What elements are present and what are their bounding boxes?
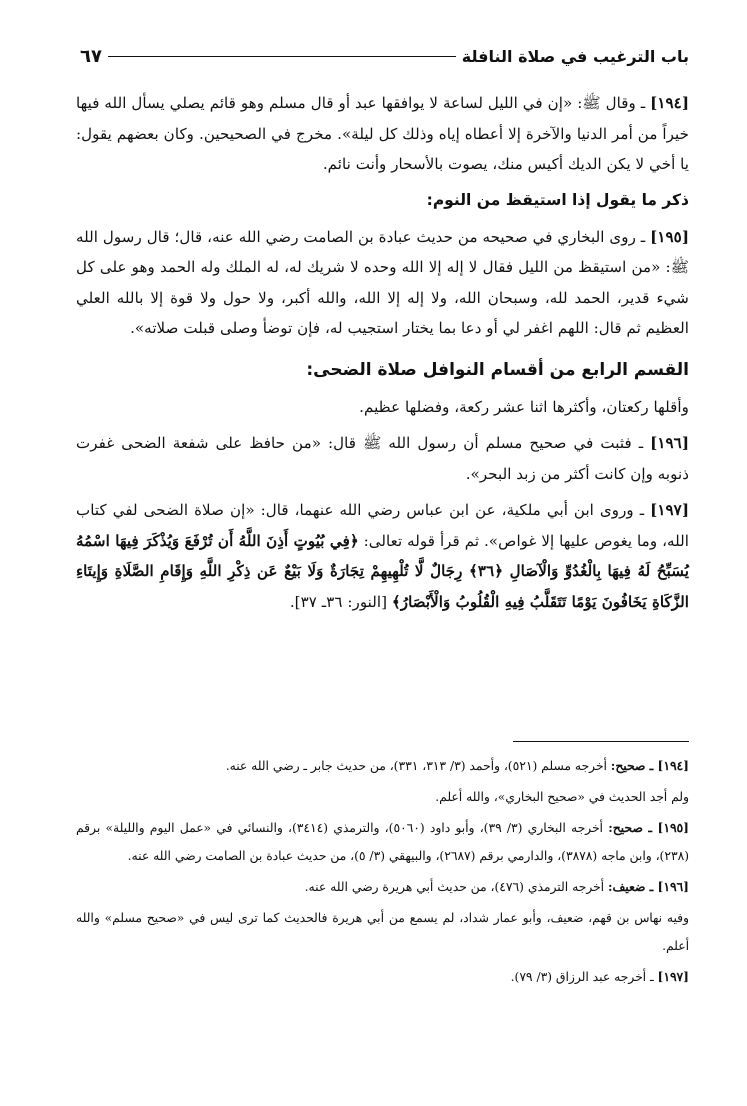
- footnote-grade: ـ صحيح:: [608, 820, 658, 835]
- footnote-text: أخرجه الترمذي (٤٧٦)، من حديث أبي هريرة رضي الله عنه.: [304, 880, 608, 894]
- footnote-196-note: وفيه نهاس بن قهم، ضعيف، وأبو عمار شداد، لم يسمع من أبي هريرة فالحديث كما ترى ليس في «صحيح مسلم» والله أعلم.: [76, 911, 689, 953]
- running-header: [80, 36, 689, 76]
- footnote-196: [76, 873, 689, 901]
- footnote-197: [76, 963, 689, 991]
- quran-verse: ﴿فِي بُيُوتٍ أَذِنَ اللَّهُ أَن تُرْفَعَ وَيُذْكَرَ فِيهَا اسْمُهُ يُسَبِّحُ لَهُ فِيهَا بِالْغُدُوِّ وَالْآصَالِ ﴿٣٦﴾ رِجَالٌ لَّا تُلْهِيهِمْ تِجَارَةٌ وَلَا بَيْعٌ عَن ذِكْرِ اللَّهِ وَإِقَامِ الصَّلَاةِ وَإِيتَاءِ الزَّكَاةِ يَخَافُونَ يَوْمًا تَتَقَلَّبُ فِيهِ الْقُلُوبُ وَالْأَبْصَارُ﴾: [76, 531, 689, 611]
- main-text: [76, 88, 689, 623]
- hadith-number: [١٩٥]: [650, 227, 689, 246]
- section-heading-duha: القسم الرابع من أقسام النوافل صلاة الضحى:: [306, 359, 689, 380]
- footnote-grade: ـ ضعيف:: [607, 879, 658, 894]
- hadith-194: [76, 88, 689, 180]
- hadith-text: ـ وروى ابن أبي ملكية، عن ابن عباس رضي الله عنهما، قال: «إن صلاة الضحى لفي كتاب الله، وما يغوص عليها إلا غواص». ثم قرأ قوله تعالى:: [76, 501, 689, 550]
- footnote-number: [١٩٥]: [657, 820, 689, 835]
- footnote-195: [76, 814, 689, 870]
- verse-reference: [النور: ٣٦ـ ٣٧].: [289, 592, 392, 611]
- hadith-number: [١٩٤]: [650, 94, 689, 112]
- hadith-text: ـ روى البخاري في صحيحه من حديث عبادة بن الصامت رضي الله عنه، قال؛ قال رسول الله ﷺ: «من استيقظ من الليل فقال لا إله إلا الله وحده لا شريك له، له الملك وله الحمد وهو على كل شيء قدير، الحمد لله، وسبحان الله، ولا إله إلا الله، والله أكبر، ولا حول ولا قوة إلا بالله العلي العظيم ثم قال: اللهم اغفر لي أو دعا بما يختار استجيب له، فإن توضأ وصلى قبلت صلاته».: [76, 227, 689, 337]
- footnote-text: أخرجه البخاري (٣/ ٣٩)، وأبو داود (٥٠٦٠)، والترمذي (٣٤١٤)، والنسائي في «عمل اليوم والليلة» برقم (٢٣٨)، وابن ماجه (٣٨٧٨)، والدارمي برقم (٢٦٨٧)، والبيهقي (٣/ ٥)، من حديث عبادة بن الصامت رضي الله عنه.: [76, 821, 689, 863]
- footnote-separator: [513, 741, 689, 742]
- footnote-grade: ـ صحيح:: [610, 758, 658, 773]
- hadith-number: [١٩٧]: [650, 501, 689, 519]
- hadith-text: ـ وقال ﷺ: «إن في الليل لساعة لا يوافقها عبد أو قال مسلم وهو قائم يصلي يسأل الله فيها خيراً من أمر الدنيا والآخرة إلا أعطاه إياه وذلك كل ليلة». مخرج في الصحيحين. وكان بعضهم يقول: يا أخي لا يكن الديك أكيس منك، يصوت بالأسحار وأنت نائم.: [76, 94, 689, 173]
- footnote-number: [١٩٧]: [657, 969, 689, 984]
- page-number: ٦٧: [80, 45, 102, 67]
- hadith-197: [76, 495, 689, 617]
- footnote-text: أخرجه مسلم (٥٢١)، وأحمد (٣/ ٣١٣، ٣٣١)، من حديث جابر ـ رضي الله عنه.: [225, 759, 611, 773]
- footnote-number: [١٩٦]: [657, 879, 689, 894]
- footnote-194: [76, 752, 689, 780]
- footnotes: [76, 752, 689, 994]
- hadith-number: [١٩٦]: [650, 434, 689, 452]
- duha-intro: وأقلها ركعتان، وأكثرها اثنا عشر ركعة، وفضلها عظيم.: [359, 397, 689, 416]
- footnote-text: ـ أخرجه عبد الرزاق (٣/ ٧٩).: [510, 970, 658, 984]
- footnote-194-note: ولم أجد الحديث في «صحيح البخاري»، والله أعلم.: [435, 790, 689, 804]
- section-heading-waking: ذكر ما يقول إذا استيقظ من النوم:: [426, 190, 689, 209]
- header-rule: [108, 56, 456, 57]
- hadith-text: ـ فثبت في صحيح مسلم أن رسول الله ﷺ قال: «من حافظ على شفعة الضحى غفرت ذنوبه وإن كانت أكثر من زبد البحر».: [76, 434, 689, 483]
- chapter-title: باب الترغيب في صلاة النافلة: [461, 46, 689, 66]
- hadith-196: [76, 428, 689, 489]
- hadith-195: [76, 222, 689, 344]
- footnote-number: [١٩٤]: [657, 758, 689, 773]
